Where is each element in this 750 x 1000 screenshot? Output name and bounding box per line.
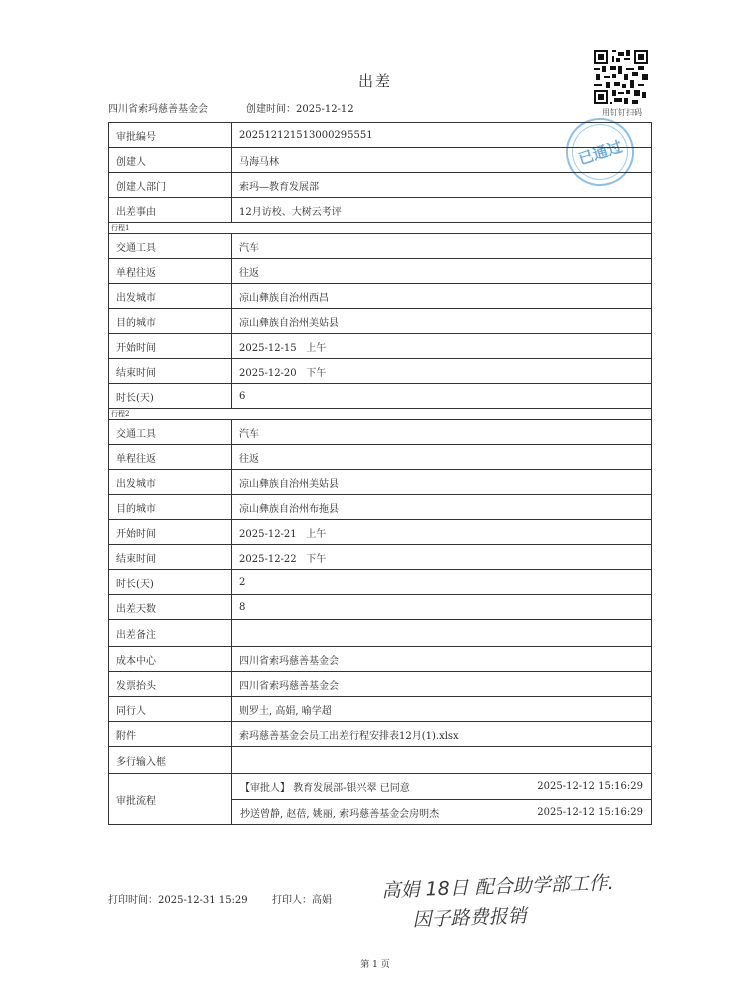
table-row — [109, 234, 652, 259]
field-label: 出差备注 — [109, 620, 232, 647]
table-row — [109, 647, 652, 672]
table-row — [109, 620, 652, 647]
field-value — [232, 747, 652, 774]
approval-step-text: 【审批人】 教育发展部-银兴翠 已同意 — [240, 783, 410, 794]
field-value: 202512121513000295551 — [232, 123, 652, 148]
field-label: 单程往返 — [109, 445, 232, 470]
field-value — [232, 620, 652, 647]
stamp-text: 已通过 — [575, 136, 625, 168]
attachment-link[interactable]: 索玛慈善基金会员工出差行程安排表12月(1).xlsx — [232, 722, 652, 747]
field-value: 2025-12-20 下午 — [232, 359, 652, 384]
field-label: 审批流程 — [109, 774, 232, 825]
field-value: 四川省索玛慈善基金会 — [232, 647, 652, 672]
field-label: 交通工具 — [109, 420, 232, 445]
table-row — [109, 420, 652, 445]
cc-step — [232, 799, 651, 824]
approval-step — [232, 774, 651, 799]
table-row — [109, 445, 652, 470]
organization-name: 四川省索玛慈善基金会 — [108, 104, 208, 115]
table-row — [109, 697, 652, 722]
field-label: 开始时间 — [109, 520, 232, 545]
field-label: 发票抬头 — [109, 672, 232, 697]
approval-form-table — [108, 122, 652, 825]
field-label: 结束时间 — [109, 545, 232, 570]
qr-code-icon — [594, 50, 648, 104]
field-label: 交通工具 — [109, 234, 232, 259]
field-value: 汽车 — [232, 234, 652, 259]
field-value: 2 — [232, 570, 652, 595]
table-row — [109, 198, 652, 223]
field-label: 创建人 — [109, 148, 232, 173]
handwritten-line: 因子路费报销 — [412, 905, 527, 931]
approval-step-time: 2025-12-12 15:16:29 — [537, 781, 643, 792]
field-label: 单程往返 — [109, 259, 232, 284]
table-row — [109, 545, 652, 570]
cc-step-time: 2025-12-12 15:16:29 — [537, 806, 643, 818]
field-value: 2025-12-21 上午 — [232, 520, 652, 545]
table-row — [109, 359, 652, 384]
field-label: 目的城市 — [109, 495, 232, 520]
field-value: 则罗土, 高娟, 喻学超 — [232, 697, 652, 722]
table-row — [109, 148, 652, 173]
created-time: 创建时间：2025-12-12 — [246, 104, 354, 115]
field-value: 2025-12-22 下午 — [232, 545, 652, 570]
field-value: 6 — [232, 384, 652, 409]
handwritten-line: 高娟 18日 配合助学部工作. — [381, 871, 615, 903]
table-row — [109, 309, 652, 334]
field-value: 往返 — [232, 445, 652, 470]
approval-flow-row — [109, 774, 652, 825]
field-label: 时长(天) — [109, 570, 232, 595]
field-value: 往返 — [232, 259, 652, 284]
field-value: 四川省索玛慈善基金会 — [232, 672, 652, 697]
field-label: 多行输入框 — [109, 747, 232, 774]
field-value: 凉山彝族自治州布拖县 — [232, 495, 652, 520]
trip1-section-header — [109, 223, 652, 234]
trip2-section-header — [109, 409, 652, 420]
field-label: 同行人 — [109, 697, 232, 722]
field-label: 出发城市 — [109, 470, 232, 495]
field-value: 凉山彝族自治州西昌 — [232, 284, 652, 309]
table-row — [109, 173, 652, 198]
field-label: 时长(天) — [109, 384, 232, 409]
field-value: 凉山彝族自治州美姑县 — [232, 309, 652, 334]
section-label: 行程2 — [109, 409, 652, 420]
table-row — [109, 334, 652, 359]
print-time: 打印时间：2025-12-31 15:29 — [108, 895, 248, 906]
table-row — [109, 570, 652, 595]
field-label: 结束时间 — [109, 359, 232, 384]
table-row — [109, 123, 652, 148]
table-row — [109, 284, 652, 309]
field-value: 2025-12-15 上午 — [232, 334, 652, 359]
field-label: 开始时间 — [109, 334, 232, 359]
table-row — [109, 495, 652, 520]
qr-caption: 用钉钉扫码 — [602, 108, 642, 117]
field-label: 目的城市 — [109, 309, 232, 334]
field-value: 凉山彝族自治州美姑县 — [232, 470, 652, 495]
field-value: 索玛—教育发展部 — [232, 173, 652, 198]
field-value: 8 — [232, 595, 652, 620]
field-label: 出差天数 — [109, 595, 232, 620]
document-title: 出差 — [357, 72, 392, 90]
table-row — [109, 259, 652, 284]
field-label: 附件 — [109, 722, 232, 747]
table-row — [109, 747, 652, 774]
table-row — [109, 672, 652, 697]
table-row — [109, 595, 652, 620]
field-label: 出发城市 — [109, 284, 232, 309]
table-row — [109, 722, 652, 747]
printer-name: 打印人：高娟 — [272, 895, 332, 906]
field-label: 审批编号 — [109, 123, 232, 148]
table-row — [109, 470, 652, 495]
approval-flow-cell — [232, 774, 652, 825]
field-label: 成本中心 — [109, 647, 232, 672]
section-label: 行程1 — [109, 223, 652, 234]
field-value: 马海马林 — [232, 148, 652, 173]
table-row — [109, 384, 652, 409]
field-value: 汽车 — [232, 420, 652, 445]
field-label: 出差事由 — [109, 198, 232, 223]
table-row — [109, 520, 652, 545]
field-value: 12月访校、大树云考评 — [232, 198, 652, 223]
handwritten-note — [381, 868, 615, 936]
cc-step-text: 抄送曾静, 赵蓓, 姚丽, 索玛慈善基金会房明杰 — [240, 808, 440, 820]
page-number: 第 1 页 — [360, 960, 390, 970]
field-label: 创建人部门 — [109, 173, 232, 198]
